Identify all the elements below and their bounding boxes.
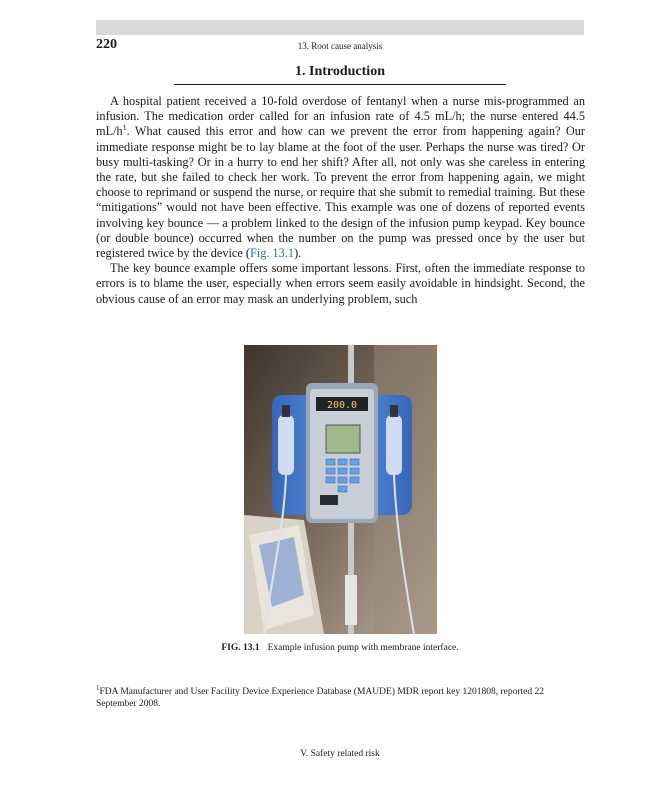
figure-caption <box>96 643 584 653</box>
paragraph-1-part-a: A hospital patient received a 10-fold overdose of fentanyl when a nurse mis-programmed an infusion. The medication order called for an infusion rate of 4.5 mL/h; the nurse entered 44.5 mL/h <box>96 94 585 139</box>
footnote-text: FDA Manufacturer and User Facility Device Experience Database (MAUDE) MDR report key 1201808, reported 22 September 2008. <box>96 687 545 709</box>
section-title: 1. Introduction <box>295 64 385 79</box>
footnote-marker: 1 <box>96 683 100 692</box>
left-drip-chamber <box>278 415 294 475</box>
figure-label: FIG. 13.1 <box>221 643 260 653</box>
page-number: 220 <box>96 37 117 52</box>
footnote-ref[interactable]: 1 <box>122 123 127 133</box>
right-drip-chamber <box>386 415 402 475</box>
title-rule <box>174 84 506 85</box>
body-text <box>96 94 585 307</box>
paragraph-1-part-c: ). <box>294 246 302 261</box>
display-reading: 200.0 <box>326 400 358 411</box>
infusion-pump-photo <box>244 345 437 634</box>
figure-link[interactable]: Fig. 13.1 <box>249 246 295 261</box>
footnote <box>96 683 584 710</box>
page-footer: V. Safety related risk <box>300 749 380 759</box>
paragraph-2: The key bounce example offers some important lessons. First, often the immediate response to errors is to blame the user, especially when errors seem easily avoidable in hindsight. Second, the obvious cause of an error may mask an underlying problem, such <box>96 261 585 306</box>
header-bar <box>96 20 584 35</box>
paragraph-1 <box>96 94 585 261</box>
paragraph-1-part-b: . What caused this error and how can we prevent the error from happening again? Our immediate response might be to lay blame at the foot of the user. Perhaps the nurse was tired? Or busy multi-tasking? Or in a hurry to end her shift? After all, not only was she careless in entering the rate, but she failed to check her work. To prevent the error from happening again, we might choose to reprimand or suspend the nurse, or require that she submit to remedial training. But these “mitigations” would not have been effective. This example was one of dozens of reported events involving key bounce — a problem linked to the design of the infusion pump keypad. Key bounce (or double bounce) occurred when the number on the pump was pressed once by the user but registered twice by the device ( <box>96 124 585 261</box>
running-head: 13. Root cause analysis <box>297 41 383 51</box>
figure-caption-text: Example infusion pump with membrane interface. <box>267 643 459 653</box>
lcd-screen <box>326 425 360 453</box>
